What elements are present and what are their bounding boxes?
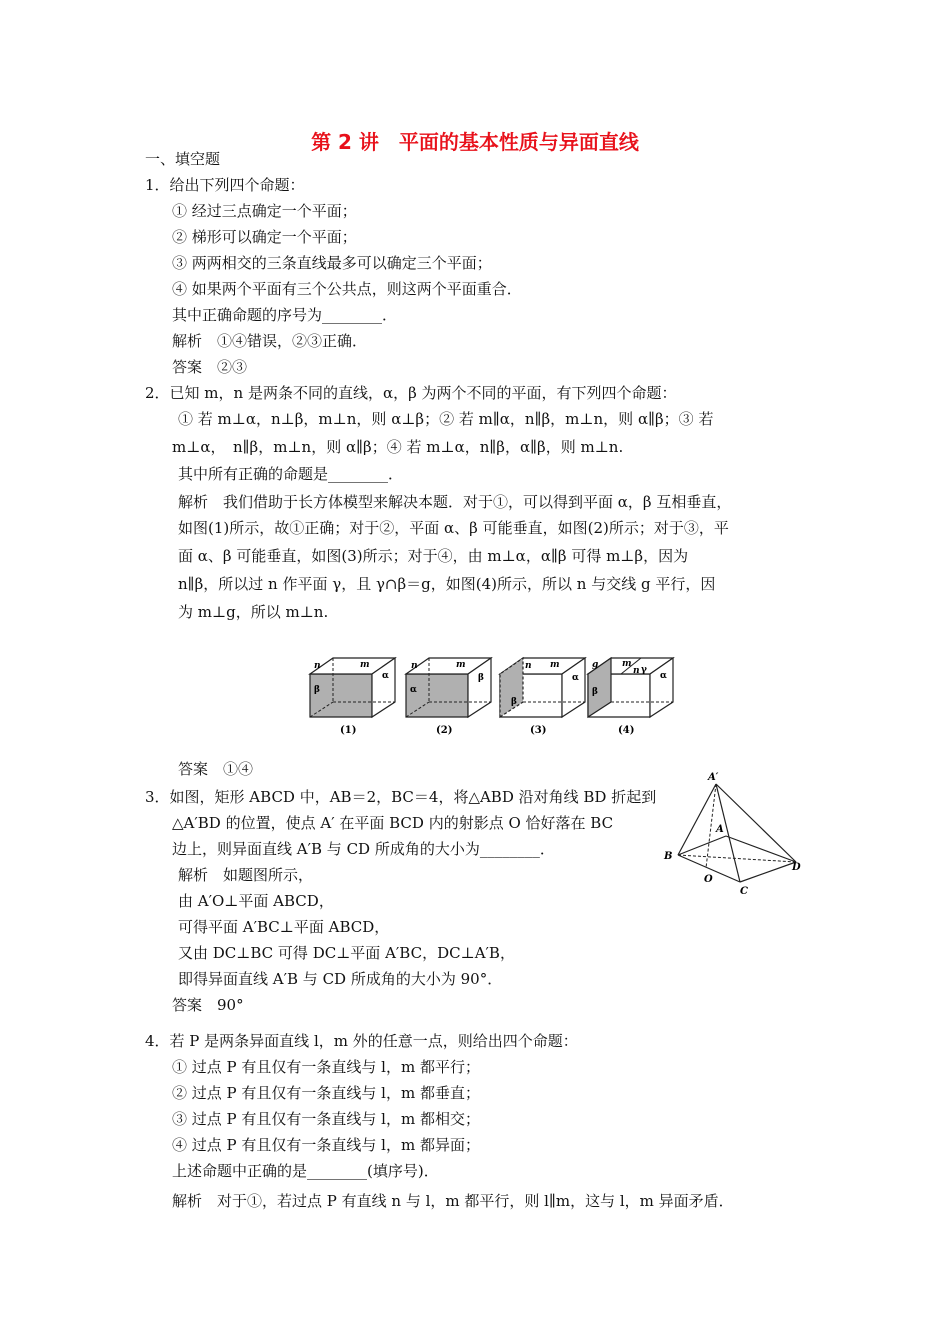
fig4-label-n: n: [633, 666, 640, 676]
fig1-label-alpha: α: [382, 671, 389, 681]
text-line: ④ 过点 P 有且仅有一条直线与 l，m 都异面；: [172, 1136, 480, 1154]
text-line: 面 α、β 可能垂直，如图(3)所示；对于④，由 m⊥α，α∥β 可得 m⊥β，因为: [178, 547, 689, 565]
fig4-label-g: g: [592, 660, 599, 670]
text-line: 答案 90°: [172, 996, 244, 1014]
text-line: ① 过点 P 有且仅有一条直线与 l，m 都平行；: [172, 1058, 480, 1076]
pyramid-label-a: A: [716, 824, 724, 835]
text-line: 上述命题中正确的是________(填序号)．: [172, 1162, 439, 1180]
section-heading: 一、填空题: [145, 150, 221, 168]
fig2-label-alpha: α: [410, 685, 417, 695]
fig3-caption: (3): [530, 725, 547, 736]
text-line: m⊥α， n∥β，m⊥n，则 α∥β；④ 若 m⊥α，n∥β，α∥β，则 m⊥n.: [172, 438, 624, 456]
pyramid-label-o: O: [704, 874, 713, 885]
text-line: 其中所有正确的命题是________．: [178, 465, 404, 483]
text-line: 1．给出下列四个命题：: [145, 176, 305, 194]
cube-figure-2: [406, 658, 491, 736]
pyramid-label-a-prime: A′: [708, 772, 719, 783]
fig2-label-beta: β: [478, 673, 484, 683]
text-line: ① 若 m⊥α，n⊥β，m⊥n，则 α⊥β；② 若 m∥α，n∥β，m⊥n，则 α∥β；③ 若: [178, 410, 714, 428]
text-line: ③ 两两相交的三条直线最多可以确定三个平面；: [172, 254, 492, 272]
text-line: 2．已知 m，n 是两条不同的直线，α，β 为两个不同的平面，有下列四个命题：: [145, 384, 677, 402]
fig3-label-n: n: [525, 661, 532, 671]
fig4-label-alpha: α: [660, 671, 667, 681]
pyramid-label-b: B: [664, 851, 673, 862]
fig2-label-m: m: [456, 660, 466, 670]
cube-figures: [305, 652, 675, 740]
text-line: 如图(1)所示，故①正确；对于②，平面 α、β 可能垂直，如图(2)所示；对于③，平: [178, 519, 729, 537]
text-line: 为 m⊥g，所以 m⊥n.: [178, 603, 329, 621]
pyramid-figure: [660, 770, 810, 900]
fig3-label-m: m: [550, 660, 560, 670]
fig4-label-beta: β: [592, 687, 598, 697]
pyramid-label-c: C: [740, 886, 748, 897]
text-line: 答案 ①④: [178, 760, 254, 778]
pyramid-label-d: D: [792, 862, 801, 873]
fig4-caption: (4): [618, 725, 635, 736]
fig4-label-m: m: [622, 659, 632, 669]
fig1-caption: (1): [340, 725, 357, 736]
fig2-label-n: n: [411, 661, 418, 671]
fig2-caption: (2): [436, 725, 453, 736]
text-line: 可得平面 A′BC⊥平面 ABCD，: [178, 918, 390, 936]
text-line: 3．如图，矩形 ABCD 中，AB＝2，BC＝4，将△ABD 沿对角线 BD 折起到: [145, 788, 657, 806]
text-line: 解析 如题图所示，: [178, 866, 314, 884]
text-line: 其中正确命题的序号为________．: [172, 306, 398, 324]
fig1-label-n: n: [314, 661, 321, 671]
fig4-label-gamma: γ: [641, 665, 647, 675]
text-line: 又由 DC⊥BC 可得 DC⊥平面 A′BC，DC⊥A′B，: [178, 944, 515, 962]
text-line: n∥β，所以过 n 作平面 γ，且 γ∩β＝g，如图(4)所示，所以 n 与交线 g 平行，因: [178, 575, 716, 593]
fig3-label-alpha: α: [572, 673, 579, 683]
cube-figure-4: [588, 658, 673, 736]
cube-figure-1: [310, 658, 395, 736]
text-line: 解析 对于①，若过点 P 有直线 n 与 l，m 都平行，则 l∥m，这与 l，m 异面矛盾．: [172, 1192, 734, 1210]
text-line: 答案 ②③: [172, 358, 248, 376]
text-line: 4．若 P 是两条异面直线 l，m 外的任意一点，则给出四个命题：: [145, 1032, 578, 1050]
text-line: ② 梯形可以确定一个平面；: [172, 228, 357, 246]
text-line: 解析 我们借助于长方体模型来解决本题．对于①，可以得到平面 α，β 互相垂直，: [178, 493, 732, 511]
text-line: 边上，则异面直线 A′B 与 CD 所成角的大小为________．: [172, 840, 555, 858]
text-line: 解析 ①④错误，②③正确．: [172, 332, 368, 350]
text-line: ① 经过三点确定一个平面；: [172, 202, 357, 220]
fig3-label-beta: β: [511, 697, 517, 707]
text-line: ④ 如果两个平面有三个公共点，则这两个平面重合．: [172, 280, 522, 298]
text-line: 即得异面直线 A′B 与 CD 所成角的大小为 90°．: [178, 970, 503, 988]
text-line: ② 过点 P 有且仅有一条直线与 l，m 都垂直；: [172, 1084, 480, 1102]
fig1-label-beta: β: [314, 685, 320, 695]
cube-figure-3: [500, 658, 585, 736]
text-line: ③ 过点 P 有且仅有一条直线与 l，m 都相交；: [172, 1110, 480, 1128]
page-title: 第 2 讲 平面的基本性质与异面直线: [311, 130, 639, 154]
text-line: 由 A′O⊥平面 ABCD，: [178, 892, 334, 910]
fig1-label-m: m: [360, 660, 370, 670]
text-line: △A′BD 的位置，使点 A′ 在平面 BCD 内的射影点 O 恰好落在 BC: [172, 814, 614, 832]
